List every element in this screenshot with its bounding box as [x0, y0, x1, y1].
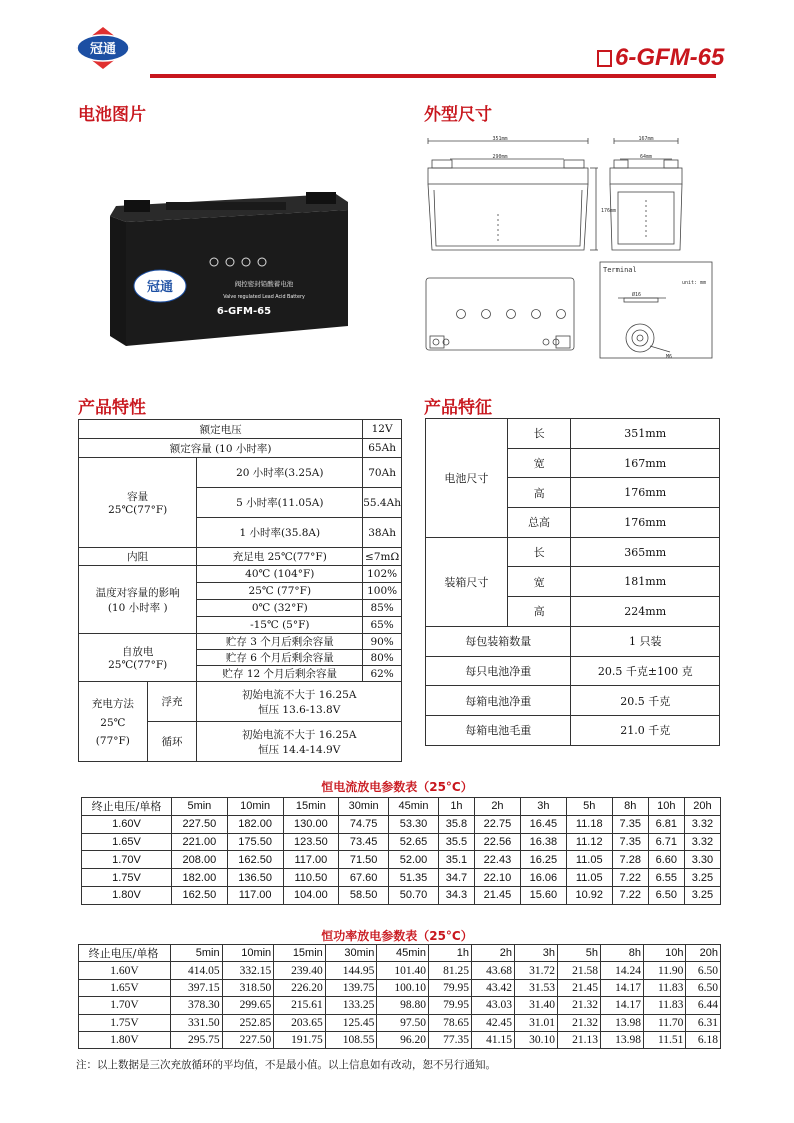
discharge-value-cell: 299.65 — [222, 997, 274, 1014]
packing-info-value: 1 只装 — [571, 626, 720, 656]
weight-info-label: 每只电池净重 — [426, 656, 571, 686]
battery-logo-text: 冠通 — [146, 280, 174, 295]
discharge-value-cell: 97.50 — [377, 1014, 429, 1031]
battery-size-label: 电池尺寸 — [426, 419, 508, 538]
dim-side-spacing-label: 64mm — [639, 154, 653, 160]
weight-info-value: 21.0 千克 — [571, 715, 720, 745]
constant-power-table — [78, 944, 721, 1049]
discharge-value-cell: 7.35 — [612, 833, 648, 851]
discharge-value-cell: 252.85 — [222, 1014, 274, 1031]
terminal-diameter-label: Ø16 — [632, 292, 642, 298]
battery-photo — [96, 186, 356, 356]
discharge-value-cell: 3.25 — [684, 886, 720, 904]
discharge-value-cell: 30.10 — [515, 1031, 558, 1048]
discharge-value-cell: 43.03 — [471, 997, 514, 1014]
column-header: 30min — [339, 798, 389, 816]
discharge-value-cell: 3.32 — [684, 815, 720, 833]
temperature-condition: -15℃ (5°F) — [197, 617, 363, 634]
discharge-value-cell: 11.51 — [644, 1031, 686, 1048]
box-dimension-value: 224mm — [571, 597, 720, 627]
constant-current-title: 恒电流放电参数表（25°C） — [321, 780, 473, 794]
discharge-value-cell: 71.50 — [339, 851, 389, 869]
discharge-value-cell: 22.10 — [474, 869, 520, 887]
discharge-value-cell: 130.00 — [283, 815, 339, 833]
column-header: 8h — [612, 798, 648, 816]
column-header: 3h — [515, 945, 558, 962]
header-divider — [150, 74, 716, 78]
temperature-effect-line1: 温度对容量的影响 — [95, 586, 180, 599]
capacity-rate: 20 小时率(3.25A) — [197, 458, 363, 488]
charge-method-line2: 25℃ — [100, 717, 126, 729]
discharge-value-cell: 6.50 — [648, 886, 684, 904]
discharge-value-cell: 108.55 — [325, 1031, 377, 1048]
unit-label: unit: mm — [682, 280, 707, 286]
dimension-drawings — [420, 130, 720, 360]
discharge-value-cell: 331.50 — [171, 1014, 223, 1031]
column-header: 2h — [474, 798, 520, 816]
discharge-value-cell: 227.50 — [172, 815, 228, 833]
section-title-photo: 电池图片 — [78, 105, 146, 125]
packing-info-label: 每包装箱数量 — [426, 626, 571, 656]
temperature-value: 85% — [363, 600, 402, 617]
constant-power-title: 恒功率放电参数表（25°C） — [321, 929, 473, 943]
discharge-value-cell: 117.00 — [227, 886, 283, 904]
discharge-value-cell: 221.00 — [172, 833, 228, 851]
float-charge-voltage: 恒压 13.6-13.8V — [258, 703, 341, 716]
discharge-value-cell: 50.70 — [389, 886, 439, 904]
self-discharge-condition: 贮存 6 个月后剩余容量 — [197, 650, 363, 666]
discharge-value-cell: 22.56 — [474, 833, 520, 851]
discharge-value-cell: 21.32 — [558, 1014, 601, 1031]
column-header: 终止电压/单格 — [79, 945, 171, 962]
table-row — [79, 1014, 721, 1031]
self-discharge-value: 80% — [363, 650, 402, 666]
box-dimension-name: 高 — [507, 597, 571, 627]
discharge-value-cell: 53.30 — [389, 815, 439, 833]
column-header: 10min — [227, 798, 283, 816]
discharge-value-cell: 51.35 — [389, 869, 439, 887]
temperature-condition: 25℃ (77°F) — [197, 583, 363, 600]
charge-method-line3: (77°F) — [95, 735, 130, 747]
end-voltage-cell: 1.80V — [82, 886, 172, 904]
box-dimension-value: 365mm — [571, 537, 720, 567]
table-row — [79, 962, 721, 979]
capacity-label-line2: 25℃(77°F) — [108, 504, 168, 516]
column-header: 1h — [438, 798, 474, 816]
discharge-value-cell: 35.1 — [438, 851, 474, 869]
discharge-value-cell: 295.75 — [171, 1031, 223, 1048]
logo-text: 冠通 — [89, 42, 117, 57]
column-header: 45min — [389, 798, 439, 816]
end-voltage-cell: 1.70V — [79, 997, 171, 1014]
discharge-value-cell: 7.35 — [612, 815, 648, 833]
discharge-value-cell: 43.42 — [471, 979, 514, 996]
capacity-label — [79, 458, 197, 548]
bolt-label: M6 — [666, 354, 673, 360]
discharge-value-cell: 31.40 — [515, 997, 558, 1014]
discharge-value-cell: 175.50 — [227, 833, 283, 851]
table-row — [79, 997, 721, 1014]
discharge-value-cell: 31.53 — [515, 979, 558, 996]
temperature-condition: 0℃ (32°F) — [197, 600, 363, 617]
cycle-charge-voltage: 恒压 14.4-14.9V — [258, 743, 341, 756]
rated-capacity-label: 额定容量 (10 小时率) — [79, 439, 363, 458]
column-header: 10h — [648, 798, 684, 816]
self-discharge-value: 90% — [363, 634, 402, 650]
discharge-value-cell: 77.35 — [428, 1031, 471, 1048]
section-title-dimensions: 外型尺寸 — [424, 105, 492, 125]
discharge-value-cell: 41.15 — [471, 1031, 514, 1048]
discharge-value-cell: 11.83 — [644, 997, 686, 1014]
discharge-value-cell: 16.25 — [520, 851, 566, 869]
discharge-value-cell: 43.68 — [471, 962, 514, 979]
end-voltage-cell: 1.65V — [82, 833, 172, 851]
self-discharge-line1: 自放电 — [121, 646, 154, 658]
discharge-value-cell: 22.75 — [474, 815, 520, 833]
resistance-condition: 充足电 25℃(77°F) — [197, 548, 363, 566]
capacity-value: 70Ah — [363, 458, 402, 488]
battery-cn-name: 阀控密封铅酸蓄电池 — [234, 280, 294, 288]
discharge-value-cell: 79.95 — [428, 997, 471, 1014]
column-header: 15min — [283, 798, 339, 816]
self-discharge-condition: 贮存 3 个月后剩余容量 — [197, 634, 363, 650]
discharge-value-cell: 125.45 — [325, 1014, 377, 1031]
float-charge-current: 初始电流不大于 16.25A — [241, 688, 357, 701]
discharge-value-cell: 22.43 — [474, 851, 520, 869]
capacity-rate: 5 小时率(11.05A) — [197, 488, 363, 518]
column-header: 5min — [172, 798, 228, 816]
discharge-value-cell: 6.44 — [686, 997, 721, 1014]
discharge-value-cell: 98.80 — [377, 997, 429, 1014]
column-header: 30min — [325, 945, 377, 962]
discharge-value-cell: 21.32 — [558, 997, 601, 1014]
discharge-value-cell: 11.83 — [644, 979, 686, 996]
table-row — [82, 833, 721, 851]
column-header: 2h — [471, 945, 514, 962]
discharge-value-cell: 144.95 — [325, 962, 377, 979]
discharge-value-cell: 332.15 — [222, 962, 274, 979]
end-voltage-cell: 1.65V — [79, 979, 171, 996]
discharge-value-cell: 162.50 — [227, 851, 283, 869]
box-dimension-name: 长 — [507, 537, 571, 567]
table-row — [82, 851, 721, 869]
self-discharge-value: 62% — [363, 666, 402, 682]
table-row — [82, 869, 721, 887]
discharge-value-cell: 21.45 — [474, 886, 520, 904]
model-heading — [597, 44, 724, 72]
dim-length-label: 351mm — [492, 136, 508, 142]
size-dimension-value: 176mm — [571, 478, 720, 508]
discharge-value-cell: 162.50 — [172, 886, 228, 904]
capacity-rate: 1 小时率(35.8A) — [197, 518, 363, 548]
discharge-value-cell: 226.20 — [274, 979, 326, 996]
table-row — [82, 886, 721, 904]
size-dimension-name: 高 — [507, 478, 571, 508]
size-dimension-value: 176mm — [571, 508, 720, 538]
discharge-value-cell: 136.50 — [227, 869, 283, 887]
discharge-value-cell: 6.18 — [686, 1031, 721, 1048]
weight-info-value: 20.5 千克 — [571, 686, 720, 716]
discharge-value-cell: 227.50 — [222, 1031, 274, 1048]
discharge-value-cell: 7.22 — [612, 886, 648, 904]
discharge-value-cell: 239.40 — [274, 962, 326, 979]
dim-width-label: 167mm — [638, 136, 654, 142]
end-voltage-cell: 1.80V — [79, 1031, 171, 1048]
discharge-value-cell: 7.28 — [612, 851, 648, 869]
size-dimension-value: 167mm — [571, 448, 720, 478]
column-header: 10min — [222, 945, 274, 962]
discharge-value-cell: 3.32 — [684, 833, 720, 851]
temperature-value: 102% — [363, 566, 402, 583]
discharge-value-cell: 79.95 — [428, 979, 471, 996]
discharge-value-cell: 133.25 — [325, 997, 377, 1014]
discharge-value-cell: 139.75 — [325, 979, 377, 996]
battery-en-name: Valve regulated Lead Acid Battery — [223, 295, 305, 300]
column-header: 15min — [274, 945, 326, 962]
discharge-value-cell: 101.40 — [377, 962, 429, 979]
size-dimension-name: 总高 — [507, 508, 571, 538]
dim-height-label: 176mm — [601, 208, 617, 214]
discharge-value-cell: 6.60 — [648, 851, 684, 869]
rated-voltage-value: 12V — [363, 420, 402, 439]
self-discharge-line2: 25℃(77°F) — [108, 659, 168, 671]
discharge-value-cell: 11.12 — [566, 833, 612, 851]
discharge-value-cell: 3.25 — [684, 869, 720, 887]
temperature-value: 100% — [363, 583, 402, 600]
discharge-value-cell: 67.60 — [339, 869, 389, 887]
discharge-value-cell: 52.65 — [389, 833, 439, 851]
discharge-value-cell: 203.65 — [274, 1014, 326, 1031]
discharge-value-cell: 100.10 — [377, 979, 429, 996]
discharge-value-cell: 6.31 — [686, 1014, 721, 1031]
discharge-value-cell: 58.50 — [339, 886, 389, 904]
discharge-value-cell: 31.01 — [515, 1014, 558, 1031]
column-header: 5min — [171, 945, 223, 962]
cycle-charge-current: 初始电流不大于 16.25A — [241, 728, 357, 741]
charge-method-label — [79, 682, 148, 762]
discharge-value-cell: 191.75 — [274, 1031, 326, 1048]
weight-info-label: 每箱电池净重 — [426, 686, 571, 716]
discharge-value-cell: 215.61 — [274, 997, 326, 1014]
discharge-value-cell: 11.05 — [566, 851, 612, 869]
size-dimension-value: 351mm — [571, 419, 720, 449]
temperature-condition: 40℃ (104°F) — [197, 566, 363, 583]
discharge-value-cell: 3.30 — [684, 851, 720, 869]
discharge-value-cell: 7.22 — [612, 869, 648, 887]
end-voltage-cell: 1.60V — [79, 962, 171, 979]
discharge-value-cell: 16.38 — [520, 833, 566, 851]
discharge-value-cell: 73.45 — [339, 833, 389, 851]
table-row — [79, 979, 721, 996]
discharge-value-cell: 96.20 — [377, 1031, 429, 1048]
discharge-value-cell: 6.50 — [686, 962, 721, 979]
discharge-value-cell: 11.05 — [566, 869, 612, 887]
capacity-label-line1: 容量 — [127, 491, 149, 503]
box-dimension-name: 宽 — [507, 567, 571, 597]
dim-terminal-spacing-label: 290mm — [492, 154, 508, 160]
box-dimension-value: 181mm — [571, 567, 720, 597]
discharge-value-cell: 6.50 — [686, 979, 721, 996]
discharge-value-cell: 11.18 — [566, 815, 612, 833]
section-title-properties: 产品特性 — [78, 398, 146, 418]
discharge-value-cell: 397.15 — [171, 979, 223, 996]
discharge-value-cell: 15.60 — [520, 886, 566, 904]
float-charge-spec — [197, 682, 402, 722]
discharge-value-cell: 21.45 — [558, 979, 601, 996]
discharge-value-cell: 110.50 — [283, 869, 339, 887]
rated-capacity-value: 65Ah — [363, 439, 402, 458]
discharge-value-cell: 13.98 — [601, 1014, 644, 1031]
discharge-value-cell: 208.00 — [172, 851, 228, 869]
discharge-value-cell: 16.06 — [520, 869, 566, 887]
column-header: 5h — [558, 945, 601, 962]
discharge-value-cell: 35.8 — [438, 815, 474, 833]
column-header: 3h — [520, 798, 566, 816]
discharge-value-cell: 123.50 — [283, 833, 339, 851]
discharge-value-cell: 6.81 — [648, 815, 684, 833]
checkbox-square-icon — [597, 50, 612, 67]
discharge-value-cell: 31.72 — [515, 962, 558, 979]
discharge-value-cell: 14.24 — [601, 962, 644, 979]
discharge-value-cell: 318.50 — [222, 979, 274, 996]
weight-info-value: 20.5 千克±100 克 — [571, 656, 720, 686]
column-header: 终止电压/单格 — [82, 798, 172, 816]
discharge-value-cell: 14.17 — [601, 997, 644, 1014]
temperature-effect-line2: (10 小时率 ) — [107, 601, 168, 614]
discharge-value-cell: 11.90 — [644, 962, 686, 979]
box-size-label: 装箱尺寸 — [426, 537, 508, 626]
discharge-value-cell: 182.00 — [227, 815, 283, 833]
column-header: 45min — [377, 945, 429, 962]
column-header: 1h — [428, 945, 471, 962]
column-header: 20h — [684, 798, 720, 816]
discharge-value-cell: 14.17 — [601, 979, 644, 996]
capacity-value: 38Ah — [363, 518, 402, 548]
discharge-value-cell: 182.00 — [172, 869, 228, 887]
discharge-value-cell: 104.00 — [283, 886, 339, 904]
discharge-value-cell: 378.30 — [171, 997, 223, 1014]
discharge-value-cell: 117.00 — [283, 851, 339, 869]
column-header: 20h — [686, 945, 721, 962]
discharge-value-cell: 16.45 — [520, 815, 566, 833]
rated-voltage-label: 额定电压 — [79, 420, 363, 439]
end-voltage-cell: 1.75V — [82, 869, 172, 887]
battery-model: 6-GFM-65 — [216, 306, 272, 317]
discharge-value-cell: 52.00 — [389, 851, 439, 869]
discharge-value-cell: 6.55 — [648, 869, 684, 887]
resistance-label: 内阻 — [79, 548, 197, 566]
constant-current-table — [81, 797, 721, 905]
model-number: 6-GFM-65 — [615, 44, 725, 71]
table-header-row — [82, 798, 721, 816]
discharge-value-cell: 81.25 — [428, 962, 471, 979]
discharge-value-cell: 6.71 — [648, 833, 684, 851]
column-header: 5h — [566, 798, 612, 816]
discharge-value-cell: 10.92 — [566, 886, 612, 904]
size-dimension-name: 长 — [507, 419, 571, 449]
self-discharge-label — [79, 634, 197, 682]
table-row — [79, 1031, 721, 1048]
size-dimension-name: 宽 — [507, 448, 571, 478]
properties-table — [78, 419, 402, 762]
discharge-value-cell: 34.3 — [438, 886, 474, 904]
discharge-value-cell: 414.05 — [171, 962, 223, 979]
features-table — [425, 418, 720, 746]
end-voltage-cell: 1.60V — [82, 815, 172, 833]
capacity-value: 55.4Ah — [363, 488, 402, 518]
weight-info-label: 每箱电池毛重 — [426, 715, 571, 745]
charge-method-line1: 充电方法 — [91, 698, 134, 710]
discharge-value-cell: 21.13 — [558, 1031, 601, 1048]
discharge-value-cell: 34.7 — [438, 869, 474, 887]
terminal-label: Terminal — [603, 266, 637, 274]
table-row — [82, 815, 721, 833]
company-logo — [72, 24, 134, 72]
end-voltage-cell: 1.70V — [82, 851, 172, 869]
table-header-row — [79, 945, 721, 962]
footnote: 注：以上数据是三次充放循环的平均值，不是最小值。以上信息如有改动，恕不另行通知。 — [76, 1059, 496, 1071]
cycle-charge-label: 循环 — [147, 722, 197, 762]
column-header: 8h — [601, 945, 644, 962]
discharge-value-cell: 13.98 — [601, 1031, 644, 1048]
temperature-effect-label — [79, 566, 197, 634]
section-title-features: 产品特征 — [424, 398, 492, 418]
discharge-value-cell: 42.45 — [471, 1014, 514, 1031]
column-header: 10h — [644, 945, 686, 962]
discharge-value-cell: 21.58 — [558, 962, 601, 979]
self-discharge-condition: 贮存 12 个月后剩余容量 — [197, 666, 363, 682]
resistance-value: ≤7mΩ — [363, 548, 402, 566]
cycle-charge-spec — [197, 722, 402, 762]
temperature-value: 65% — [363, 617, 402, 634]
float-charge-label: 浮充 — [147, 682, 197, 722]
discharge-value-cell: 11.70 — [644, 1014, 686, 1031]
discharge-value-cell: 78.65 — [428, 1014, 471, 1031]
discharge-value-cell: 35.5 — [438, 833, 474, 851]
discharge-value-cell: 74.75 — [339, 815, 389, 833]
end-voltage-cell: 1.75V — [79, 1014, 171, 1031]
